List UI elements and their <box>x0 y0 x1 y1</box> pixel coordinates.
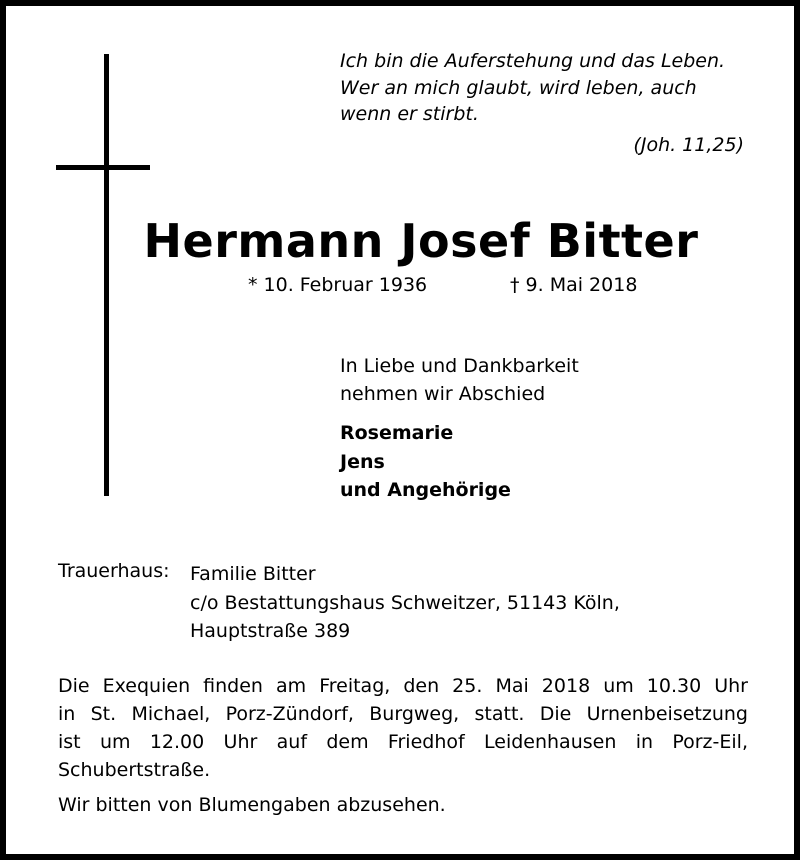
farewell-line: In Liebe und Dankbarkeit <box>340 355 579 377</box>
farewell-line: nehmen wir Abschied <box>340 383 546 405</box>
verse-line: Ich bin die Auferstehung und das Leben. <box>340 50 726 72</box>
exequien-line: ist um 12.00 Uhr auf dem Friedhof Leidenhausen in Porz-Eil, <box>58 731 748 753</box>
verse-reference: (Joh. 11,25) <box>633 134 744 156</box>
farewell-text <box>340 352 579 408</box>
cross-icon-crossbar <box>56 165 150 170</box>
death-date: † 9. Mai 2018 <box>510 274 638 296</box>
cross-icon <box>104 54 109 496</box>
mourner-name: und Angehörige <box>340 479 511 501</box>
mourner-name: Jens <box>340 450 385 473</box>
exequien-line: Schubertstraße. <box>58 759 211 781</box>
address-line: Familie Bitter <box>190 563 316 585</box>
trauerhaus-address <box>190 560 620 646</box>
verse-line: Wer an mich glaubt, wird leben, auch <box>340 76 697 99</box>
address-line: Hauptstraße 389 <box>190 620 351 642</box>
mourner-name: Rosemarie <box>340 422 454 444</box>
deceased-name: Hermann Josef Bitter <box>143 214 699 268</box>
exequien-line: Die Exequien finden am Freitag, den 25. Mai 2018 um 10.30 Uhr <box>58 675 748 697</box>
exequien-line: in St. Michael, Porz-Zündorf, Burgweg, statt. Die Urnenbeisetzung <box>58 703 748 725</box>
exequien-paragraph <box>58 672 748 784</box>
bible-verse <box>340 48 750 128</box>
flowers-note: Wir bitten von Blumengaben abzusehen. <box>58 794 446 816</box>
birth-date: * 10. Februar 1936 <box>248 274 428 296</box>
trauerhaus-label: Trauerhaus: <box>58 560 170 582</box>
mourners-list <box>340 419 511 505</box>
address-line: c/o Bestattungshaus Schweitzer, 51143 Köln, <box>190 591 620 614</box>
verse-line: wenn er stirbt. <box>340 103 479 125</box>
